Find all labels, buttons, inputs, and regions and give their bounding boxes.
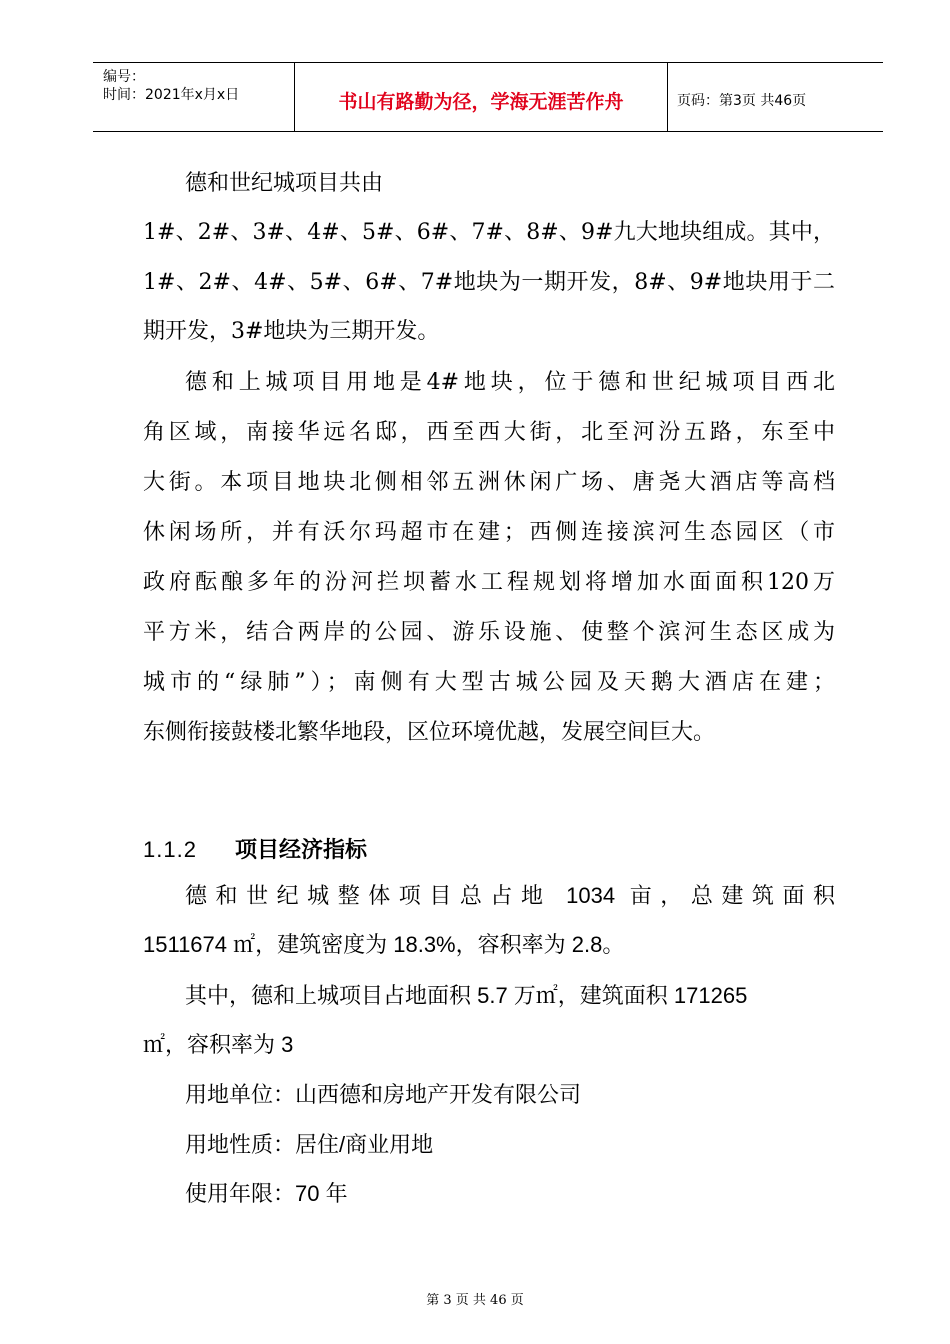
paragraph-line: 城市的“绿肺”）；南侧有大型古城公园及天鹅大酒店在建； <box>143 670 835 695</box>
paragraph-line: 平方米，结合两岸的公园、游乐设施、使整个滨河生态区成为 <box>143 620 835 645</box>
indicator-line: 用地性质：居住/商业用地 <box>185 1132 434 1157</box>
page-header-table <box>93 62 883 132</box>
indicator-line: 1511674 ㎡，建筑密度为 18.3%，容积率为 2.8。 <box>143 932 625 957</box>
indicator-line: 其中，德和上城项目占地面积 5.7 万㎡，建筑面积 171265 <box>185 983 748 1008</box>
paragraph-line: 东侧衔接鼓楼北繁华地段，区位环境优越，发展空间巨大。 <box>143 720 716 745</box>
section-heading <box>143 833 367 864</box>
paragraph-line: 德和世纪城项目共由 <box>185 171 384 196</box>
header-meta-cell <box>93 63 295 131</box>
document-number-label: 编号： <box>103 69 145 85</box>
header-page-info: 页码：第3页 共46页 <box>677 93 807 109</box>
paragraph-line: 政府酝酿多年的汾河拦坝蓄水工程规划将增加水面面积120万 <box>143 570 835 595</box>
section-title: 项目经济指标 <box>235 837 368 862</box>
indicator-line: 德和世纪城整体项目总占地 1034 亩，总建筑面积 <box>185 883 835 908</box>
document-time-label: 时间：2021年x月x日 <box>103 87 240 103</box>
paragraph-line: 大街。本项目地块北侧相邻五洲休闲广场、唐尧大酒店等高档 <box>143 470 835 495</box>
paragraph-line: 角区域，南接华远名邸，西至西大街，北至河汾五路，东至中 <box>143 420 835 445</box>
paragraph-line: 德和上城项目用地是4#地块，位于德和世纪城项目西北 <box>185 370 835 395</box>
header-motto-cell <box>295 63 668 131</box>
header-motto: 书山有路勤为径，学海无涯苦作舟 <box>338 91 624 113</box>
indicator-line: 使用年限：70 年 <box>185 1181 348 1206</box>
paragraph-line: 1#、2#、3#、4#、5#、6#、7#、8#、9#九大地块组成。其中， <box>143 220 835 245</box>
header-page-cell <box>668 63 883 131</box>
section-number: 1.1.2 <box>143 837 197 862</box>
indicator-line: ㎡，容积率为 3 <box>143 1032 294 1057</box>
paragraph-line: 期开发，3#地块为三期开发。 <box>143 319 440 344</box>
page-footer: 第 3 页 共 46 页 <box>426 1293 524 1308</box>
paragraph-line: 1#、2#、4#、5#、6#、7#地块为一期开发，8#、9#地块用于二 <box>143 270 835 295</box>
paragraph-line: 休闲场所，并有沃尔玛超市在建；西侧连接滨河生态园区（市 <box>143 520 835 545</box>
indicator-line: 用地单位：山西德和房地产开发有限公司 <box>185 1082 582 1107</box>
